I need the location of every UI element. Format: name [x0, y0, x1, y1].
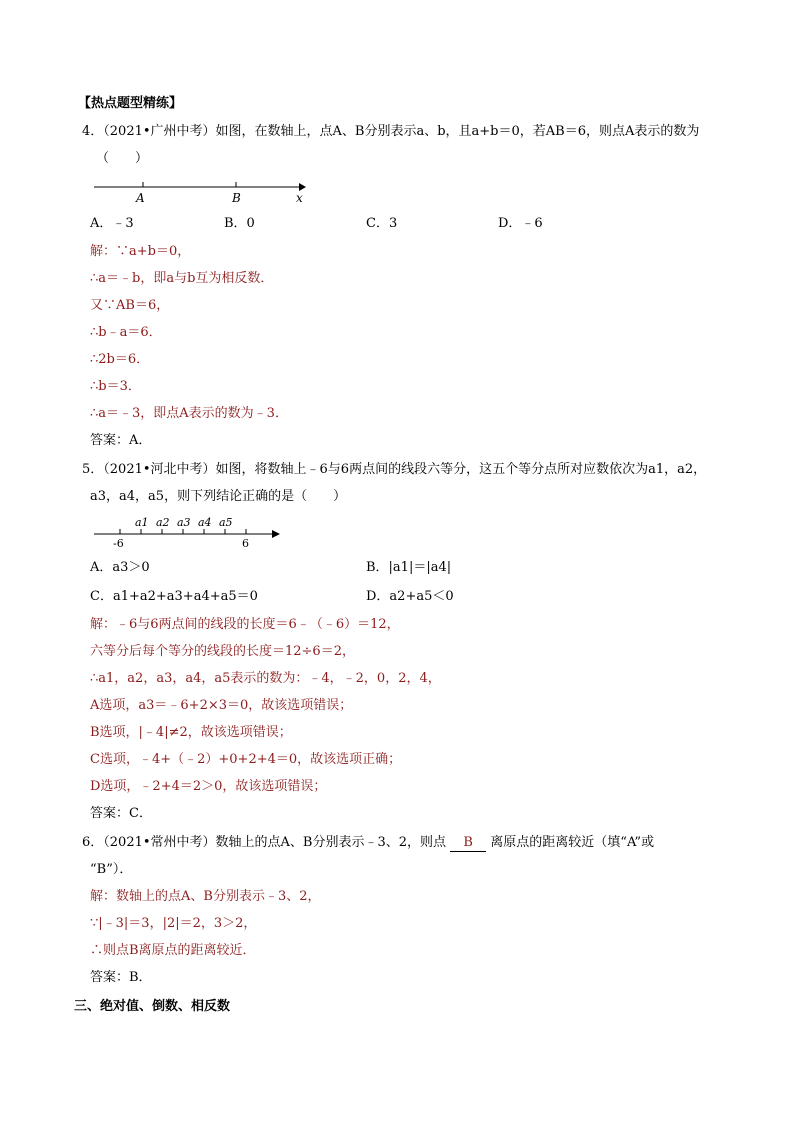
q4-solution-line: 又∵AB＝6， — [90, 298, 170, 313]
q5-solution-line: B选项，|﹣4|≠2，故该选项错误； — [90, 725, 292, 740]
q5-solution-line: 解：﹣6与6两点间的线段的长度＝6﹣（﹣6）＝12， — [90, 617, 400, 632]
q6-stem-line2: “B”）． — [90, 862, 133, 877]
q6-stem-line1 — [82, 835, 654, 852]
q4-label-x: x — [296, 191, 303, 205]
q5-solution-line: A选项，a3＝﹣6+2×3＝0，故该选项错误； — [90, 698, 353, 713]
q4-option-a: A．﹣3 — [90, 216, 134, 231]
q6-stem-part1: 6．（2021•常州中考）数轴上的点A、B分别表示﹣3、2，则点 — [82, 835, 447, 850]
next-section-title: 三、绝对值、倒数、相反数 — [74, 999, 231, 1014]
q4-solution-line: ∴b＝3． — [90, 379, 141, 394]
q4-stem: 4．（2021•广州中考）如图，在数轴上，点A、B分别表示a、b，且a+b＝0，若AB＝6，则点A表示的数为 — [82, 124, 700, 139]
q5-solution-line: ∴a1，a2，a3，a4，a5表示的数为：﹣4，﹣2，0，2，4， — [90, 671, 441, 686]
q5-point-label: a1 — [135, 516, 149, 529]
q5-option-d: D．a2+a5＜0 — [366, 589, 454, 604]
q4-paren: （ ） — [96, 151, 149, 166]
q5-point-label: a2 — [156, 516, 170, 529]
q4-option-d: D．﹣6 — [498, 216, 543, 231]
q4-number-line — [90, 178, 320, 208]
q5-stem-line1: 5．（2021•河北中考）如图，将数轴上﹣6与6两点间的线段六等分，这五个等分点所对应数依次为a1，a2， — [82, 462, 707, 477]
q4-solution-line: 解：∵a+b＝0， — [90, 244, 191, 259]
q5-number-line — [90, 512, 290, 550]
q4-solution-line: ∴a＝﹣3，即点A表示的数为﹣3． — [90, 406, 288, 421]
q6-answer-blank: B — [450, 835, 486, 852]
q5-solution-line: C选项，﹣4+（﹣2）+0+2+4＝0，故该选项正确； — [90, 752, 402, 767]
q5-label-right: 6 — [242, 537, 249, 550]
q5-point-label: a5 — [219, 516, 233, 529]
q5-answer: 答案：C． — [90, 806, 152, 821]
section-title: 【热点题型精练】 — [78, 96, 183, 111]
q4-label-b: B — [232, 191, 241, 205]
q4-solution-line: ∴2b＝6． — [90, 352, 150, 367]
q4-option-b: B．0 — [224, 216, 255, 231]
q4-label-a: A — [136, 191, 145, 205]
q5-stem-line2: a3，a4，a5，则下列结论正确的是（ ） — [90, 489, 347, 504]
q5-option-b: B．|a1|＝|a4| — [366, 560, 452, 575]
q5-option-a: A．a3＞0 — [90, 560, 150, 575]
q4-answer: 答案：A． — [90, 433, 152, 448]
q4-option-c: C．3 — [366, 216, 398, 231]
q6-stem-part2: 离原点的距离较近（填“A”或 — [490, 835, 655, 850]
q5-point-label: a4 — [198, 516, 212, 529]
q4-solution-line: ∴a＝﹣b，即a与b互为相反数． — [90, 271, 274, 286]
q4-solution-line: ∴b﹣a＝6． — [90, 325, 162, 340]
q6-solution-line: 解：数轴上的点A、B分别表示﹣3、2， — [90, 889, 321, 904]
q6-solution-line: ∴则点B离原点的距离较近． — [90, 943, 256, 958]
q5-solution-line: D选项，﹣2+4＝2＞0，故该选项错误； — [90, 779, 327, 794]
q5-point-label: a3 — [177, 516, 191, 529]
q5-label-left: -6 — [113, 537, 124, 550]
q6-answer: 答案：B． — [90, 970, 152, 985]
q5-option-c: C．a1+a2+a3+a4+a5＝0 — [90, 589, 258, 604]
q6-solution-line: ∵|﹣3|＝3，|2|＝2，3＞2， — [90, 916, 257, 931]
q5-solution-line: 六等分后每个等分的线段的长度＝12÷6＝2， — [90, 644, 355, 659]
